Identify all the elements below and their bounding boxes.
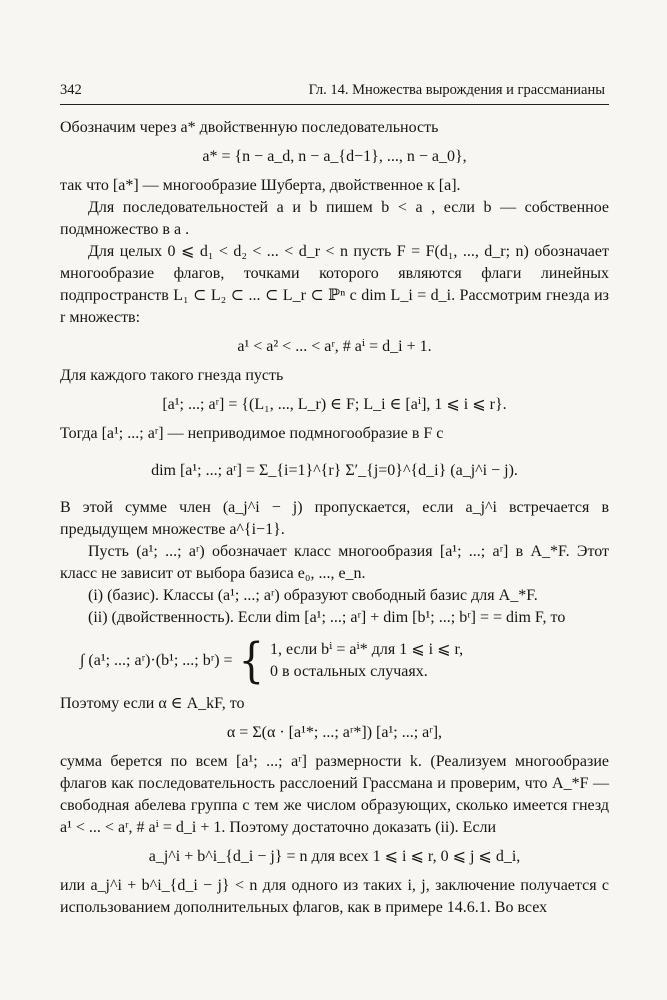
left-brace-glyph: {: [238, 633, 265, 689]
running-title: Гл. 14. Множества вырождения и грассманианы: [308, 82, 605, 98]
paragraph-for-each-nest: Для каждого такого гнезда пусть: [60, 367, 284, 384]
case-zero: 0 в остальных случаях.: [270, 663, 428, 680]
integral-expression: ∫ (a¹; ...; aʳ)·(b¹; ...; bʳ) =: [80, 652, 233, 669]
case-list: [270, 639, 463, 683]
equation-flag-schubert-variety: [a¹; ...; aʳ] = {(L₁, ..., L_r) ∈ F; L_i ∈ [aⁱ], 1 ⩽ i ⩽ r}.: [162, 396, 507, 413]
equation-duality-integral: [80, 633, 609, 689]
equation-alpha-expansion: α = Σ(α · [a¹*; ...; aʳ*]) [a¹; ...; aʳ],: [226, 724, 443, 741]
page-header: [60, 80, 609, 105]
paragraph-basis-statement: (i) (базис). Классы (a¹; ...; aʳ) образуют свободный базис для A_*F.: [88, 587, 538, 604]
equation-dimension-sum: dim [a¹; ...; aʳ] = Σ_{i=1}^{r} Σ′_{j=0}^{d_i} (a_j^i − j).: [151, 462, 518, 479]
paragraph-therefore-alpha: Поэтому если α ∈ A_kF, то: [60, 695, 245, 712]
case-one: 1, если bⁱ = aⁱ* для 1 ⩽ i ⩽ r,: [270, 641, 464, 658]
equation-nest: a¹ < a² < ... < aʳ, # aⁱ = d_i + 1.: [237, 338, 432, 355]
paragraph-conclusion: или a_j^i + b^i_{d_i − j} < n для одного из таких i, j, заключение получается с использованием дополнительных флагов, как в примере 14.6.1. Во всех: [60, 877, 609, 916]
paragraph-class-definition: Пусть (a¹; ...; aʳ) обозначает класс многообразия [a¹; ...; aʳ] в A_*F. Этот класс не зависит от выбора базиса e₀, ..., e_n.: [60, 543, 609, 582]
paragraph-proper-subset: Для последовательностей a и b пишем b < a , если b — собственное подмножество в a .: [60, 199, 609, 238]
paragraph-dual-sequence-intro: Обозначим через a* двойственную последовательность: [60, 119, 439, 136]
page-number: 342: [60, 82, 82, 98]
paragraph-sum-over-dimension: сумма берется по всем [a¹; ...; aʳ] размерности k. (Реализуем многообразие флагов как последовательность расслоений Грассмана и проверим, что A_*F — свободная абелева группа с тем же числом образующих, сколько имеется гнезд a¹ < ... < aʳ, # aⁱ = d_i + 1. Поэтому достаточно доказать (ii). Если: [60, 753, 609, 836]
paragraph-flag-variety: Для целых 0 ⩽ d₁ < d₂ < ... < d_r < n пусть F = F(d₁, ..., d_r; n) обозначает многообразие флагов, точками которого являются флаги линейных подпространств L₁ ⊂ L₂ ⊂ ... ⊂ L_r ⊂ ℙⁿ с dim L_i = d_i. Рассмотрим гнезда из r множеств:: [60, 243, 609, 326]
equation-dual-sequence: a* = {n − a_d, n − a_{d−1}, ..., n − a_0},: [202, 148, 467, 165]
paragraph-term-skipped: В этой сумме член (a_j^i − j) пропускается, если a_j^i встречается в предыдущем множестве a^{i−1}.: [60, 499, 609, 538]
equation-complementary-condition: a_j^i + b^i_{d_i − j} = n для всех 1 ⩽ i ⩽ r, 0 ⩽ j ⩽ d_i,: [148, 848, 521, 865]
paragraph-duality-statement: (ii) (двойственность). Если dim [a¹; ...; aʳ] + dim [b¹; ...; bʳ] = = dim F, то: [88, 609, 566, 626]
paragraph-irreducible-subvariety: Тогда [a¹; ...; aʳ] — неприводимое подмногообразие в F с: [60, 425, 444, 442]
paragraph-dual-schubert: так что [a*] — многообразие Шуберта, двойственное к [a].: [60, 177, 461, 194]
